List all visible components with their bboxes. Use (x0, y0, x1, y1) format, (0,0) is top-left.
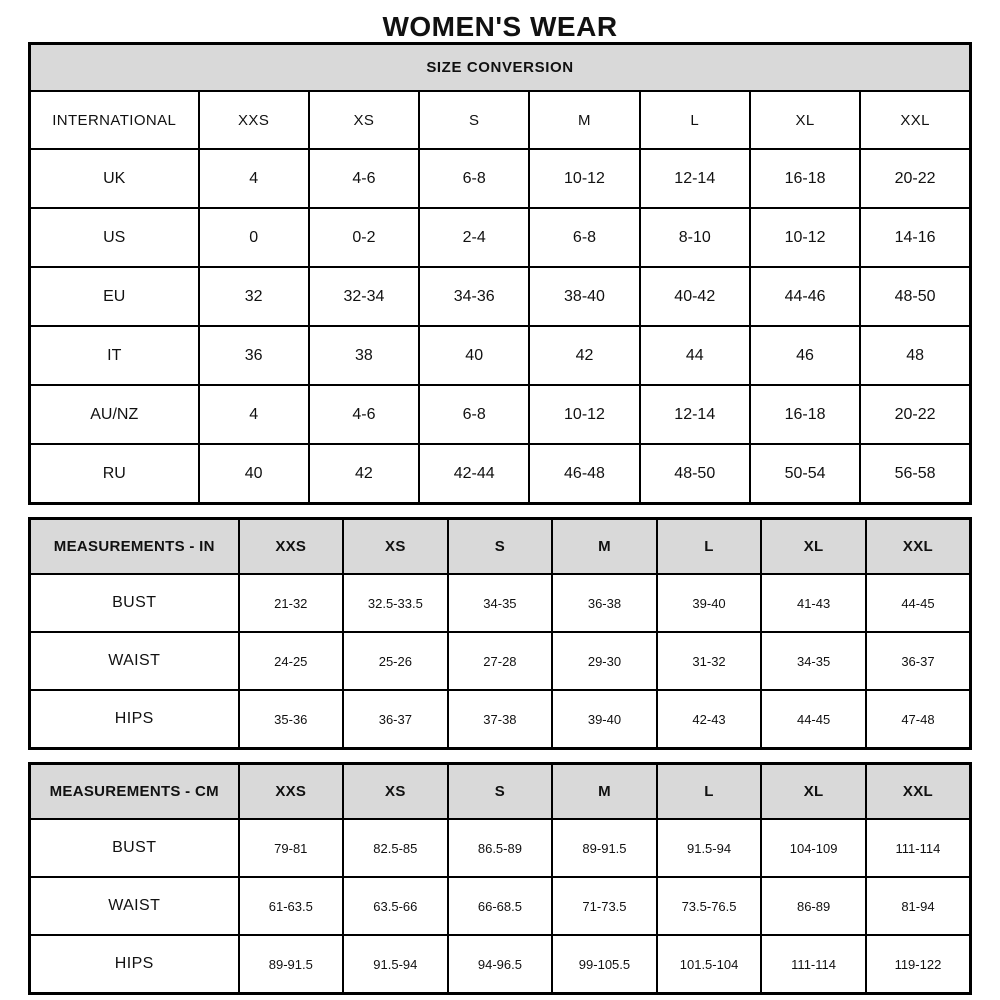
value-cell: 37-38 (448, 690, 553, 749)
value-cell: 16-18 (750, 149, 860, 208)
value-cell: 44-45 (866, 574, 971, 632)
value-cell: 8-10 (640, 208, 750, 267)
value-cell: 89-91.5 (239, 935, 344, 994)
table-row (30, 208, 971, 267)
value-cell: 94-96.5 (448, 935, 553, 994)
value-cell: 40 (419, 326, 529, 385)
size-column-header: XS (309, 91, 419, 149)
value-cell: 6-8 (529, 208, 639, 267)
table-row (30, 574, 971, 632)
row-label: RU (30, 444, 199, 504)
value-cell: 46-48 (529, 444, 639, 504)
value-cell: 36-38 (552, 574, 657, 632)
size-column-header: XXS (239, 519, 344, 575)
value-cell: 44-45 (761, 690, 866, 749)
size-column-header: XL (761, 764, 866, 820)
value-cell: 36-37 (866, 632, 971, 690)
value-cell: 10-12 (529, 149, 639, 208)
value-cell: 91.5-94 (657, 819, 762, 877)
size-column-header: XXS (199, 91, 309, 149)
size-conversion-banner: SIZE CONVERSION (30, 44, 971, 92)
value-cell: 63.5-66 (343, 877, 448, 935)
value-cell: 6-8 (419, 149, 529, 208)
value-cell: 34-35 (448, 574, 553, 632)
value-cell: 36 (199, 326, 309, 385)
value-cell: 4 (199, 385, 309, 444)
column-header-row (30, 764, 971, 820)
page-title: WOMEN'S WEAR (382, 11, 618, 42)
value-cell: 34-36 (419, 267, 529, 326)
value-cell: 91.5-94 (343, 935, 448, 994)
value-cell: 42-44 (419, 444, 529, 504)
table-row (30, 632, 971, 690)
size-column-header: S (448, 764, 553, 820)
value-cell: 12-14 (640, 385, 750, 444)
value-cell: 47-48 (866, 690, 971, 749)
table-row (30, 267, 971, 326)
value-cell: 39-40 (552, 690, 657, 749)
value-cell: 44 (640, 326, 750, 385)
value-cell: 82.5-85 (343, 819, 448, 877)
row-label: AU/NZ (30, 385, 199, 444)
size-column-header: L (657, 519, 762, 575)
row-label: BUST (30, 819, 239, 877)
value-cell: 21-32 (239, 574, 344, 632)
row-label: UK (30, 149, 199, 208)
value-cell: 40 (199, 444, 309, 504)
size-column-header: XS (343, 764, 448, 820)
table-row (30, 690, 971, 749)
size-column-header: XL (750, 91, 860, 149)
value-cell: 32-34 (309, 267, 419, 326)
size-column-header: M (552, 519, 657, 575)
value-cell: 89-91.5 (552, 819, 657, 877)
value-cell: 38-40 (529, 267, 639, 326)
value-cell: 56-58 (860, 444, 970, 504)
value-cell: 29-30 (552, 632, 657, 690)
value-cell: 36-37 (343, 690, 448, 749)
value-cell: 48-50 (860, 267, 970, 326)
size-column-header: XXL (866, 764, 971, 820)
value-cell: 35-36 (239, 690, 344, 749)
value-cell: 41-43 (761, 574, 866, 632)
value-cell: 48 (860, 326, 970, 385)
value-cell: 48-50 (640, 444, 750, 504)
size-column-header: XXL (866, 519, 971, 575)
value-cell: 20-22 (860, 149, 970, 208)
row-label: EU (30, 267, 199, 326)
measurements-in-table (28, 517, 972, 750)
value-cell: 27-28 (448, 632, 553, 690)
value-cell: 38 (309, 326, 419, 385)
measurements-cm-table (28, 762, 972, 995)
size-column-header: L (640, 91, 750, 149)
value-cell: 66-68.5 (448, 877, 553, 935)
value-cell: 42 (309, 444, 419, 504)
value-cell: 6-8 (419, 385, 529, 444)
value-cell: 104-109 (761, 819, 866, 877)
corner-label: MEASUREMENTS - IN (30, 519, 239, 575)
table-row (30, 385, 971, 444)
value-cell: 20-22 (860, 385, 970, 444)
value-cell: 32 (199, 267, 309, 326)
row-label: WAIST (30, 877, 239, 935)
size-column-header: S (448, 519, 553, 575)
size-conversion-table (28, 42, 972, 505)
size-column-header: XXS (239, 764, 344, 820)
value-cell: 12-14 (640, 149, 750, 208)
table-row (30, 444, 971, 504)
value-cell: 24-25 (239, 632, 344, 690)
value-cell: 31-32 (657, 632, 762, 690)
value-cell: 14-16 (860, 208, 970, 267)
value-cell: 44-46 (750, 267, 860, 326)
value-cell: 4 (199, 149, 309, 208)
corner-label: INTERNATIONAL (30, 91, 199, 149)
value-cell: 0 (199, 208, 309, 267)
value-cell: 86-89 (761, 877, 866, 935)
column-header-row (30, 519, 971, 575)
value-cell: 40-42 (640, 267, 750, 326)
value-cell: 111-114 (761, 935, 866, 994)
size-column-header: XS (343, 519, 448, 575)
value-cell: 32.5-33.5 (343, 574, 448, 632)
table-row (30, 149, 971, 208)
value-cell: 86.5-89 (448, 819, 553, 877)
value-cell: 61-63.5 (239, 877, 344, 935)
value-cell: 42-43 (657, 690, 762, 749)
size-column-header: L (657, 764, 762, 820)
row-label: HIPS (30, 690, 239, 749)
table-row (30, 935, 971, 994)
row-label: IT (30, 326, 199, 385)
value-cell: 119-122 (866, 935, 971, 994)
value-cell: 34-35 (761, 632, 866, 690)
value-cell: 4-6 (309, 385, 419, 444)
row-label: WAIST (30, 632, 239, 690)
value-cell: 0-2 (309, 208, 419, 267)
size-column-header: S (419, 91, 529, 149)
value-cell: 25-26 (343, 632, 448, 690)
table-row (30, 819, 971, 877)
size-column-header: M (552, 764, 657, 820)
value-cell: 46 (750, 326, 860, 385)
banner-row (30, 44, 971, 92)
value-cell: 99-105.5 (552, 935, 657, 994)
value-cell: 101.5-104 (657, 935, 762, 994)
value-cell: 111-114 (866, 819, 971, 877)
size-column-header: XXL (860, 91, 970, 149)
value-cell: 4-6 (309, 149, 419, 208)
value-cell: 39-40 (657, 574, 762, 632)
corner-label: MEASUREMENTS - CM (30, 764, 239, 820)
row-label: BUST (30, 574, 239, 632)
size-column-header: XL (761, 519, 866, 575)
value-cell: 79-81 (239, 819, 344, 877)
value-cell: 50-54 (750, 444, 860, 504)
row-label: HIPS (30, 935, 239, 994)
row-label: US (30, 208, 199, 267)
value-cell: 10-12 (529, 385, 639, 444)
table-row (30, 326, 971, 385)
value-cell: 42 (529, 326, 639, 385)
value-cell: 16-18 (750, 385, 860, 444)
value-cell: 81-94 (866, 877, 971, 935)
column-header-row (30, 91, 971, 149)
size-column-header: M (529, 91, 639, 149)
value-cell: 73.5-76.5 (657, 877, 762, 935)
value-cell: 2-4 (419, 208, 529, 267)
table-row (30, 877, 971, 935)
value-cell: 10-12 (750, 208, 860, 267)
value-cell: 71-73.5 (552, 877, 657, 935)
